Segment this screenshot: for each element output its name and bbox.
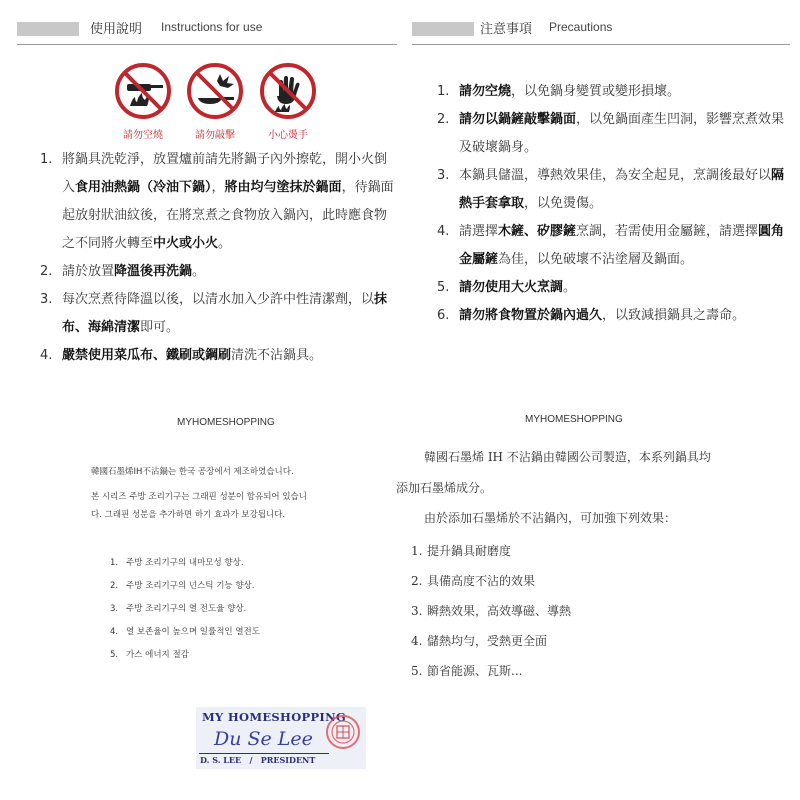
warning-caption: 小心燙手 xyxy=(268,130,308,141)
list-item: 1. 提升鍋具耐磨度 xyxy=(411,544,512,558)
instruction-item xyxy=(40,258,395,286)
body-text: 。 xyxy=(563,280,577,295)
seal-stamp-icon xyxy=(324,713,362,751)
list-item: 5. 가스 에너지 절감 xyxy=(110,650,189,660)
emphasis-text: 隔熱手套拿取 xyxy=(459,168,785,211)
emphasis-text: 中火或小火 xyxy=(153,236,219,251)
instruction-item xyxy=(40,146,395,258)
warning-icons xyxy=(113,62,333,146)
body-text: 本鍋具儲溫，導熱效果佳，為安全起見，烹調後最好以 xyxy=(459,168,772,183)
no-empty-heating-icon xyxy=(114,62,172,120)
list-number: 1. xyxy=(40,152,53,167)
signature-title: D. S. LEE / PRESIDENT xyxy=(200,755,316,765)
list-item: 2. 주방 조리기구의 넌스틱 기능 향상. xyxy=(110,581,255,591)
emphasis-text: 抹布、海綿清潔 xyxy=(62,292,388,335)
warning-icon-1 xyxy=(113,62,173,141)
korean-doc-paragraph: 다. 그래핀 성분을 추가하면 하기 효과가 보강됩니다. xyxy=(91,510,286,520)
header-bar xyxy=(17,22,79,36)
no-striking-icon xyxy=(186,62,244,120)
body-text: 清洗不沾鍋具。 xyxy=(231,348,323,363)
body-text: 每次烹煮待降溫以後，以清水加入少許中性清潔劑，以 xyxy=(62,292,375,307)
list-number: 2. xyxy=(437,112,450,127)
warning-caption: 請勿空燒 xyxy=(123,130,163,141)
precautions-list xyxy=(437,78,787,330)
header-title-en: Instructions for use xyxy=(161,20,263,34)
header-bar xyxy=(412,22,474,36)
list-item: 4. 열 보존율이 높으며 일률적인 열전도 xyxy=(110,627,260,637)
emphasis-text: 圓角金屬鏟 xyxy=(459,224,785,267)
body-text: 。 xyxy=(192,264,206,279)
emphasis-text: 嚴禁使用菜瓜布、鐵刷或鋼刷 xyxy=(62,348,232,363)
emphasis-text: 食用油熱鍋（冷油下鍋） xyxy=(75,180,212,195)
korean-doc-paragraph: 본 시리즈 주방 조리기구는 그래핀 성분이 함유되어 있습니 xyxy=(91,492,307,502)
warning-caption: 請勿敲擊 xyxy=(195,130,235,141)
precaution-item xyxy=(437,106,787,162)
instructions-list xyxy=(40,146,395,370)
list-item: 1. 주방 조리기구의 내마모성 향상. xyxy=(110,558,244,568)
body-text: 即可。 xyxy=(140,320,180,335)
header-title-zh: 注意事項 xyxy=(480,22,533,37)
korean-doc-brand: MYHOMESHOPPING xyxy=(177,417,275,428)
signature-company: MY HOMESHOPPING xyxy=(202,710,347,724)
body-text: ，以致減損鍋具之壽命。 xyxy=(602,308,746,323)
list-item: 3. 瞬熱效果，高效導磁、導熱 xyxy=(411,604,572,618)
precaution-item xyxy=(437,218,787,274)
instructions-header xyxy=(17,16,397,45)
emphasis-text: 請勿使用大火烹調 xyxy=(459,280,564,295)
body-text: 將鍋具洗乾淨，放置爐前請先將鍋子內外擦乾，開小火倒入 xyxy=(62,152,388,195)
list-number: 4. xyxy=(437,224,450,239)
emphasis-text: 請勿以鍋鏟敲擊鍋面 xyxy=(459,112,577,127)
list-item: 4. 儲熱均勻，受熱更全面 xyxy=(411,634,548,648)
emphasis-text: 請勿空燒 xyxy=(459,84,512,99)
warning-icon-2 xyxy=(185,62,245,141)
list-item: 2. 具備高度不沾的效果 xyxy=(411,574,536,588)
list-number: 4. xyxy=(40,348,53,363)
precaution-item xyxy=(437,274,787,302)
body-text: 請於放置 xyxy=(62,264,115,279)
precaution-item xyxy=(437,78,787,106)
emphasis-text: 將由均勻塗抹於鍋面 xyxy=(224,180,342,195)
body-text: ，待鍋面起放射狀油紋後，在將烹煮之食物放入鍋內，此時應食物之不同將火轉至 xyxy=(62,180,394,251)
list-number: 2. xyxy=(40,264,53,279)
instruction-item xyxy=(40,286,395,342)
chinese-doc-brand: MYHOMESHOPPING xyxy=(525,414,623,425)
list-item: 3. 주방 조리기구의 열 전도율 향상. xyxy=(110,604,247,614)
korean-doc-list xyxy=(110,557,260,672)
body-text: ， xyxy=(211,180,225,195)
body-text: ，以免燙傷。 xyxy=(524,196,603,211)
list-number: 3. xyxy=(40,292,53,307)
chinese-doc-paragraph: 韓國石墨烯 IH 不沾鍋由韓國公司製造，本系列鍋具均 xyxy=(424,450,711,464)
emphasis-text: 降溫後再洗鍋 xyxy=(114,264,193,279)
caution-burn-icon xyxy=(259,62,317,120)
body-text: 請選擇 xyxy=(459,224,499,239)
emphasis-text: 請勿將食物置於鍋內過久 xyxy=(459,308,603,323)
body-text: ，以免鍋面產生凹洞，影響烹煮效果及破壞鍋身。 xyxy=(459,112,785,155)
chinese-doc-list xyxy=(411,542,571,692)
list-number: 3. xyxy=(437,168,450,183)
signature-script: Du Se Lee xyxy=(214,728,313,750)
chinese-doc-paragraph: 由於添加石墨烯於不沾鍋內，可加強下列效果： xyxy=(424,511,677,525)
body-text: 為佳，以免破壞不沾塗層及鍋面。 xyxy=(498,252,694,267)
precaution-item xyxy=(437,302,787,330)
list-number: 1. xyxy=(437,84,450,99)
list-item: 5. 節省能源、瓦斯... xyxy=(411,664,523,678)
precautions-header xyxy=(412,16,790,45)
korean-doc-intro: 韓國石墨烯IH不沾鍋는 한국 공장에서 제조하였습니다. xyxy=(91,467,294,477)
body-text: 。 xyxy=(218,236,232,251)
header-title-zh: 使用說明 xyxy=(90,22,143,37)
body-text: ，以免鍋身變質或變形損壞。 xyxy=(511,84,681,99)
instruction-item xyxy=(40,342,395,370)
precaution-item xyxy=(437,162,787,218)
header-title-en: Precautions xyxy=(549,20,613,34)
list-number: 5. xyxy=(437,280,450,295)
signature-block xyxy=(196,707,366,769)
signature-line xyxy=(199,753,329,754)
warning-icon-3 xyxy=(258,62,318,141)
body-text: 烹調，若需使用金屬鏟，請選擇 xyxy=(576,224,759,239)
chinese-doc-paragraph: 添加石墨烯成分。 xyxy=(396,481,493,495)
list-number: 6. xyxy=(437,308,450,323)
emphasis-text: 木鏟、矽膠鏟 xyxy=(498,224,577,239)
